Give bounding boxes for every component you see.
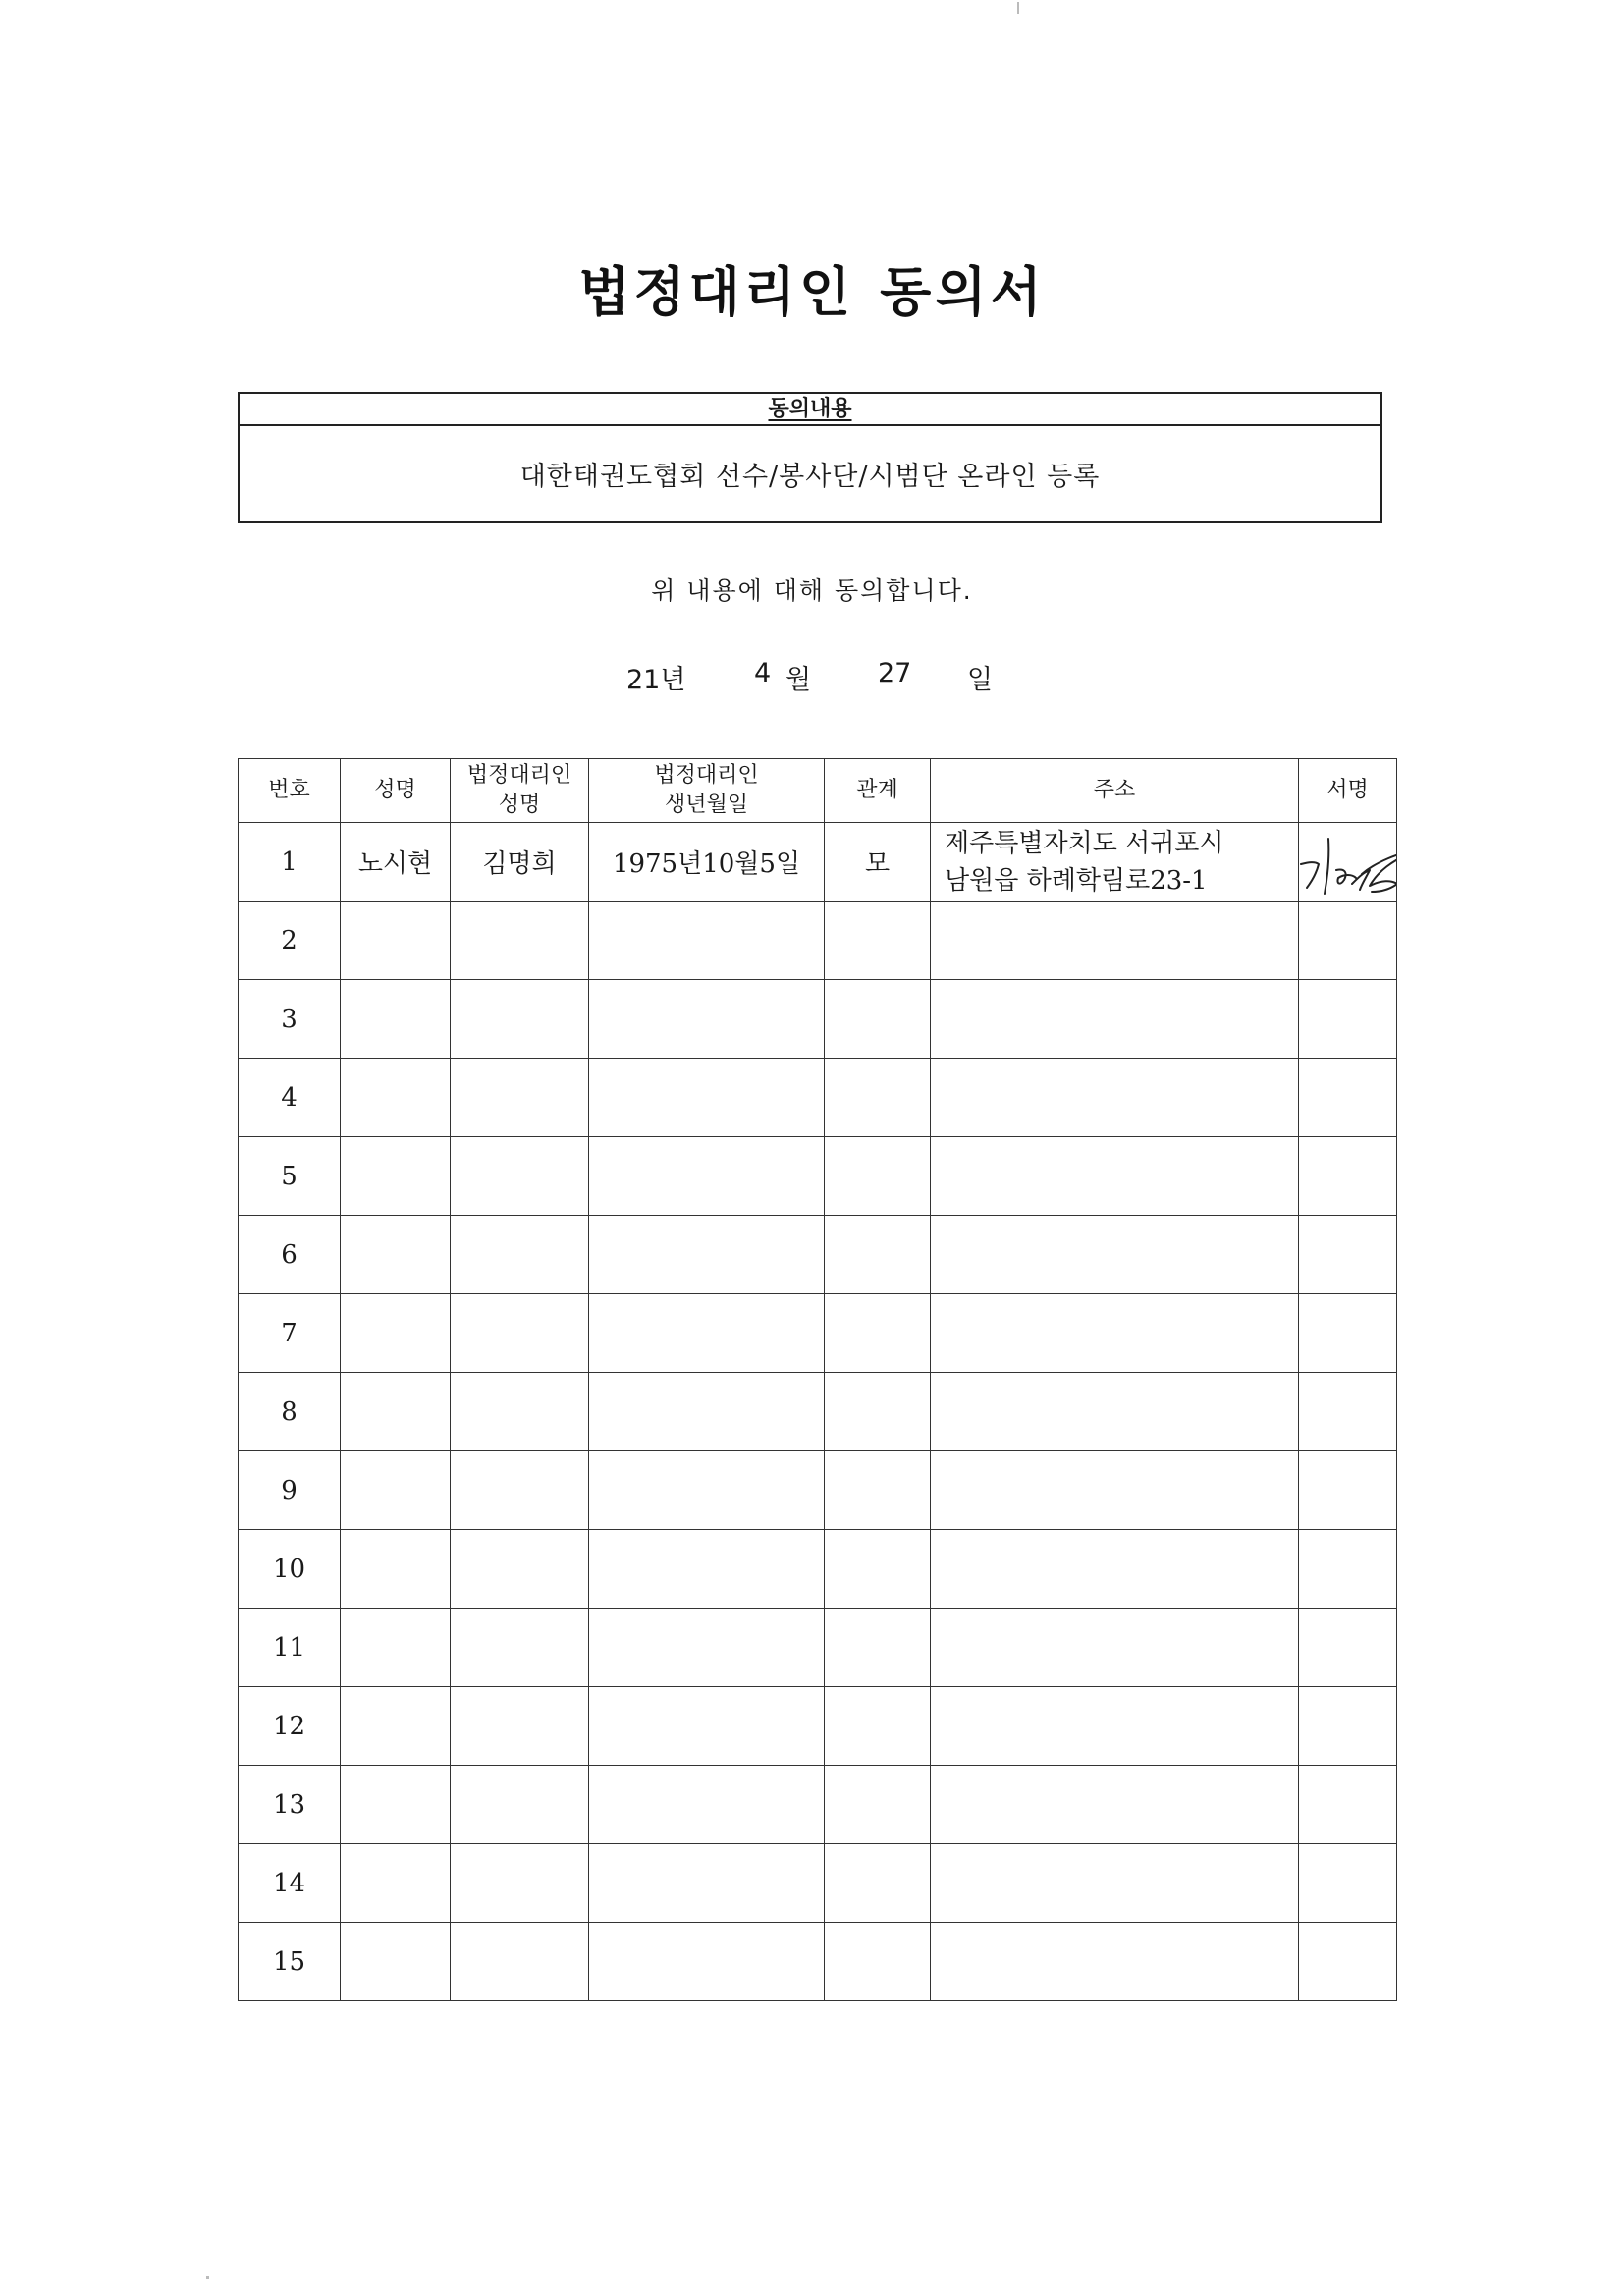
date-month-unit: 월 — [785, 665, 812, 695]
column-header-label: 법정대리인 — [466, 763, 572, 788]
address-cell — [931, 1373, 1299, 1451]
page-title — [0, 250, 1624, 326]
date-day-unit: 일 — [967, 665, 994, 695]
address-cell — [931, 1137, 1299, 1216]
row-number-cell: 6 — [239, 1216, 341, 1294]
signature-cell — [1299, 980, 1397, 1059]
column-header-sublabel: 성명 — [498, 793, 541, 817]
column-header — [825, 759, 931, 823]
relation-cell — [825, 1059, 931, 1137]
signature-icon — [1299, 829, 1397, 902]
relation-cell — [825, 1294, 931, 1373]
student-name-cell — [341, 1766, 451, 1844]
student-name-cell — [341, 1294, 451, 1373]
relation-cell — [825, 1137, 931, 1216]
guardian-birthdate-cell — [589, 1844, 825, 1923]
scan-speck — [206, 2276, 209, 2279]
guardian-birthdate-cell — [589, 1137, 825, 1216]
guardian-table — [238, 758, 1397, 2001]
row-number-cell: 9 — [239, 1451, 341, 1530]
signature-cell — [1299, 823, 1397, 902]
signature-cell — [1299, 1294, 1397, 1373]
column-header — [1299, 759, 1397, 823]
student-name-cell — [341, 1451, 451, 1530]
student-name-cell: 노시현 — [341, 823, 451, 902]
table-row — [239, 1530, 1397, 1609]
row-number-cell: 3 — [239, 980, 341, 1059]
agreement-statement: 위 내용에 대해 동의합니다. — [651, 576, 973, 605]
signature-cell — [1299, 902, 1397, 980]
guardian-name-cell — [451, 902, 589, 980]
title-part2: 동의서 — [880, 260, 1046, 323]
guardian-birthdate-cell — [589, 1923, 825, 2001]
guardian-name-cell — [451, 1294, 589, 1373]
relation-cell — [825, 980, 931, 1059]
relation-cell — [825, 1216, 931, 1294]
signature-cell — [1299, 1137, 1397, 1216]
relation-cell: 모 — [825, 823, 931, 902]
table-row — [239, 1844, 1397, 1923]
date-day: 27 — [878, 658, 912, 688]
relation-cell — [825, 1451, 931, 1530]
row-number-cell: 2 — [239, 902, 341, 980]
address-cell — [931, 902, 1299, 980]
student-name-cell — [341, 1216, 451, 1294]
student-name-cell — [341, 1844, 451, 1923]
guardian-name-cell — [451, 1373, 589, 1451]
guardian-birthdate-cell — [589, 902, 825, 980]
relation-cell — [825, 1373, 931, 1451]
guardian-birthdate-cell — [589, 1451, 825, 1530]
student-name-cell — [341, 1687, 451, 1766]
row-number-cell: 5 — [239, 1137, 341, 1216]
student-name-cell — [341, 980, 451, 1059]
guardian-birthdate-cell — [589, 1059, 825, 1137]
guardian-name-cell — [451, 1137, 589, 1216]
relation-cell — [825, 1530, 931, 1609]
row-number-cell: 13 — [239, 1766, 341, 1844]
signature-cell — [1299, 1766, 1397, 1844]
guardian-birthdate-cell — [589, 980, 825, 1059]
address-cell — [931, 1923, 1299, 2001]
signature-cell — [1299, 1373, 1397, 1451]
row-number-cell: 15 — [239, 1923, 341, 2001]
column-header — [239, 759, 341, 823]
row-number-cell: 1 — [239, 823, 341, 902]
student-name-cell — [341, 1923, 451, 2001]
signature-cell — [1299, 1530, 1397, 1609]
column-header — [589, 759, 825, 823]
column-header — [451, 759, 589, 823]
signature-cell — [1299, 1687, 1397, 1766]
signature-cell — [1299, 1059, 1397, 1137]
signature-cell — [1299, 1844, 1397, 1923]
address-cell — [931, 823, 1299, 902]
relation-cell — [825, 902, 931, 980]
table-row — [239, 823, 1397, 902]
column-header-label: 관계 — [856, 778, 898, 802]
scan-speck — [1017, 2, 1019, 14]
signature-cell — [1299, 1216, 1397, 1294]
relation-cell — [825, 1766, 931, 1844]
table-row — [239, 1373, 1397, 1451]
signature-date — [0, 658, 1624, 697]
column-header-label: 법정대리인 — [654, 763, 759, 788]
table-row — [239, 1137, 1397, 1216]
guardian-birthdate-cell — [589, 1294, 825, 1373]
student-name-cell — [341, 1137, 451, 1216]
address-cell — [931, 1216, 1299, 1294]
guardian-name-cell — [451, 1530, 589, 1609]
student-name-cell — [341, 1059, 451, 1137]
column-header-label: 성명 — [374, 778, 416, 802]
guardian-name-cell — [451, 1451, 589, 1530]
table-row — [239, 1609, 1397, 1687]
consent-header-label: 동의내용 — [768, 397, 852, 421]
guardian-name-cell — [451, 1923, 589, 2001]
row-number-cell: 7 — [239, 1294, 341, 1373]
address-cell — [931, 1766, 1299, 1844]
guardian-birthdate-cell: 1975년10월5일 — [589, 823, 825, 902]
consent-content: 대한태권도협회 선수/봉사단/시범단 온라인 등록 — [519, 462, 1101, 492]
row-number-cell: 8 — [239, 1373, 341, 1451]
table-body — [239, 823, 1397, 2001]
column-header-sublabel: 생년월일 — [664, 793, 748, 817]
column-header-label: 번호 — [268, 778, 310, 802]
guardian-name-cell — [451, 980, 589, 1059]
student-name-cell — [341, 1530, 451, 1609]
guardian-name-cell — [451, 1059, 589, 1137]
student-name-cell — [341, 902, 451, 980]
guardian-name-cell — [451, 1766, 589, 1844]
relation-cell — [825, 1609, 931, 1687]
address-cell — [931, 1687, 1299, 1766]
relation-cell — [825, 1687, 931, 1766]
address-line1: 제주특별자치도 서귀포시 — [945, 828, 1224, 858]
student-name-cell — [341, 1609, 451, 1687]
guardian-name-cell — [451, 1844, 589, 1923]
column-header — [341, 759, 451, 823]
guardian-birthdate-cell — [589, 1216, 825, 1294]
student-name-cell — [341, 1373, 451, 1451]
table-row — [239, 902, 1397, 980]
table-row — [239, 1923, 1397, 2001]
table-row — [239, 1766, 1397, 1844]
address-cell — [931, 1294, 1299, 1373]
column-header-label: 서명 — [1326, 778, 1369, 802]
guardian-name-cell — [451, 1687, 589, 1766]
date-year: 21년 — [626, 665, 686, 695]
row-number-cell: 12 — [239, 1687, 341, 1766]
address-cell — [931, 1059, 1299, 1137]
table-row — [239, 1687, 1397, 1766]
address-cell — [931, 1844, 1299, 1923]
column-header — [931, 759, 1299, 823]
address-cell — [931, 1609, 1299, 1687]
row-number-cell: 11 — [239, 1609, 341, 1687]
signature-cell — [1299, 1609, 1397, 1687]
table-header-row — [239, 759, 1397, 823]
guardian-birthdate-cell — [589, 1530, 825, 1609]
table-row — [239, 1216, 1397, 1294]
row-number-cell: 10 — [239, 1530, 341, 1609]
guardian-name-cell: 김명희 — [451, 823, 589, 902]
signature-cell — [1299, 1923, 1397, 2001]
table-row — [239, 1294, 1397, 1373]
row-number-cell: 4 — [239, 1059, 341, 1137]
relation-cell — [825, 1923, 931, 2001]
address-cell — [931, 980, 1299, 1059]
row-number-cell: 14 — [239, 1844, 341, 1923]
guardian-name-cell — [451, 1216, 589, 1294]
guardian-birthdate-cell — [589, 1766, 825, 1844]
address-line2: 남원읍 하례학림로23-1 — [945, 865, 1208, 896]
guardian-name-cell — [451, 1609, 589, 1687]
table-row — [239, 980, 1397, 1059]
title-part1: 법정대리인 — [578, 260, 855, 323]
guardian-birthdate-cell — [589, 1687, 825, 1766]
date-month: 4 — [754, 658, 772, 688]
address-cell — [931, 1530, 1299, 1609]
column-header-label: 주소 — [1093, 778, 1136, 802]
guardian-birthdate-cell — [589, 1373, 825, 1451]
guardian-birthdate-cell — [589, 1609, 825, 1687]
signature-cell — [1299, 1451, 1397, 1530]
consent-header — [240, 394, 1380, 426]
address-cell — [931, 1451, 1299, 1530]
table-row — [239, 1451, 1397, 1530]
consent-content-box — [238, 392, 1382, 523]
table-row — [239, 1059, 1397, 1137]
relation-cell — [825, 1844, 931, 1923]
